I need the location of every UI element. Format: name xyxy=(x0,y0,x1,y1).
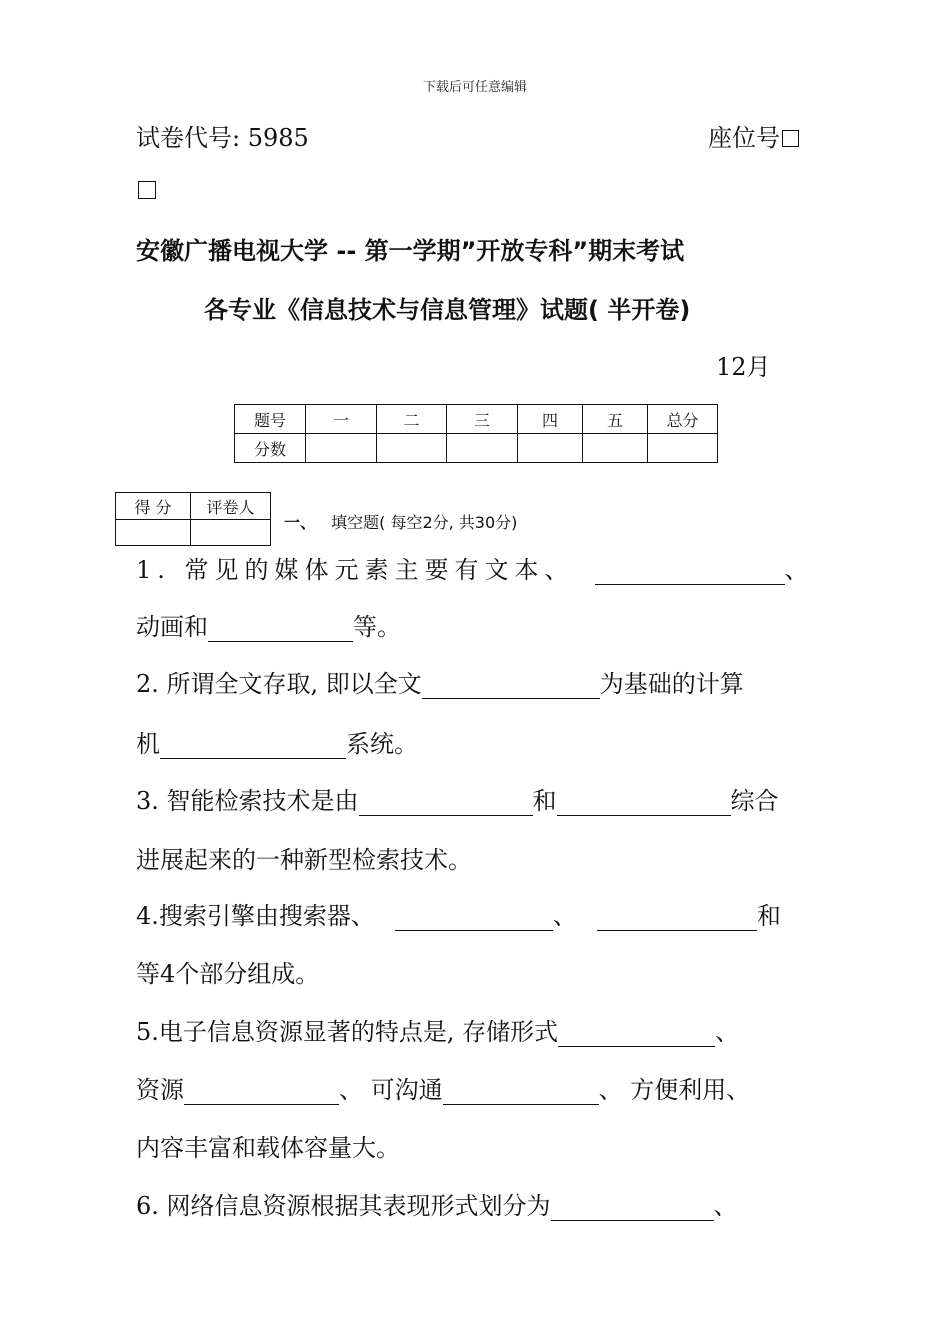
page-header: 下载后可任意编辑 xyxy=(422,80,527,95)
answer-blank xyxy=(558,1024,715,1047)
answer-blank xyxy=(208,619,353,642)
question-4-line-1 xyxy=(136,896,781,931)
answer-blank xyxy=(595,562,785,585)
question-text: 系统。 xyxy=(346,730,418,758)
answer-blank xyxy=(551,1198,714,1221)
grader-name-cell xyxy=(191,520,271,546)
answer-blank xyxy=(597,908,757,931)
question-text: 和 xyxy=(532,787,557,815)
question-text: 、 方便利用、 xyxy=(598,1076,751,1104)
score-table-header: 三 xyxy=(447,405,518,434)
question-4-line-2: 等4个部分组成。 xyxy=(136,960,320,988)
answer-blank xyxy=(557,793,731,816)
question-5-line-3: 内容丰富和载体容量大。 xyxy=(136,1134,400,1162)
score-cell xyxy=(648,434,718,463)
seat-label: 座位号 xyxy=(708,124,780,152)
answer-blank xyxy=(184,1082,339,1105)
question-text: 动画和 xyxy=(136,613,208,641)
question-2-line-1 xyxy=(136,664,744,699)
score-table-row-label: 分数 xyxy=(235,434,306,463)
score-cell xyxy=(583,434,648,463)
exam-date: 12月 xyxy=(716,353,771,381)
score-table-header: 五 xyxy=(583,405,648,434)
score-table xyxy=(234,404,718,463)
question-1-line-2 xyxy=(136,607,401,642)
question-5-line-2 xyxy=(136,1070,750,1105)
score-cell xyxy=(377,434,447,463)
score-table-header: 题号 xyxy=(235,405,306,434)
answer-blank xyxy=(422,676,600,699)
question-text: 5.电子信息资源显著的特点是, 存储形式 xyxy=(136,1018,559,1046)
seat-number xyxy=(708,118,799,153)
title-line-2: 各专业《信息技术与信息管理》试题( 半开卷) xyxy=(204,296,691,324)
question-3-line-2: 进展起来的一种新型检索技术。 xyxy=(136,846,472,874)
seat-box-continued xyxy=(138,181,156,202)
question-text: 综合 xyxy=(730,787,779,815)
score-table-header: 四 xyxy=(518,405,583,434)
question-1-line-1 xyxy=(136,550,815,585)
question-text: 、 可沟通 xyxy=(339,1076,443,1104)
answer-blank xyxy=(395,908,553,931)
seat-box-icon xyxy=(782,130,799,147)
seat-box-icon xyxy=(138,181,156,199)
score-cell xyxy=(447,434,518,463)
answer-blank xyxy=(359,793,533,816)
question-5-line-1 xyxy=(136,1012,739,1047)
question-3-line-1 xyxy=(136,781,779,816)
grader-score-label: 得 分 xyxy=(116,493,191,520)
section-title xyxy=(284,510,517,533)
question-text: 3. 智能检索技术是由 xyxy=(136,787,359,815)
question-text: 4.搜索引擎由搜索器、 xyxy=(136,902,375,930)
section-heading: 填空题( 每空2分, 共30分) xyxy=(331,513,518,532)
answer-blank xyxy=(160,736,346,759)
score-cell xyxy=(306,434,377,463)
question-text: 等。 xyxy=(353,613,401,641)
question-text: 6. 网络信息资源根据其表现形式划分为 xyxy=(136,1192,551,1220)
question-text: 、 xyxy=(713,1192,738,1220)
grader-score-cell xyxy=(116,520,191,546)
question-text: 1. 常见的媒体元素主要有文本、 xyxy=(136,556,575,584)
score-table-header: 总分 xyxy=(648,405,718,434)
question-text: 和 xyxy=(756,902,781,930)
question-6-line-1 xyxy=(136,1186,738,1221)
answer-blank xyxy=(443,1082,599,1105)
score-table-header: 二 xyxy=(377,405,447,434)
title-line-1: 安徽广播电视大学 -- 第一学期”开放专科”期末考试 xyxy=(136,237,685,265)
question-text: 为基础的计算 xyxy=(599,670,744,698)
section-number: 一、 xyxy=(284,513,317,532)
question-text: 、 xyxy=(552,902,577,930)
question-text: 机 xyxy=(136,730,160,758)
question-text: 资源 xyxy=(136,1076,184,1104)
score-cell xyxy=(518,434,583,463)
grader-table xyxy=(115,492,271,546)
question-2-line-2 xyxy=(136,724,418,759)
question-text: 2. 所谓全文存取, 即以全文 xyxy=(136,670,422,698)
grader-name-label: 评卷人 xyxy=(191,493,271,520)
exam-code: 试卷代号: 5985 xyxy=(136,124,309,152)
question-text: 、 xyxy=(784,556,815,584)
score-table-header: 一 xyxy=(306,405,377,434)
question-text: 、 xyxy=(715,1018,740,1046)
